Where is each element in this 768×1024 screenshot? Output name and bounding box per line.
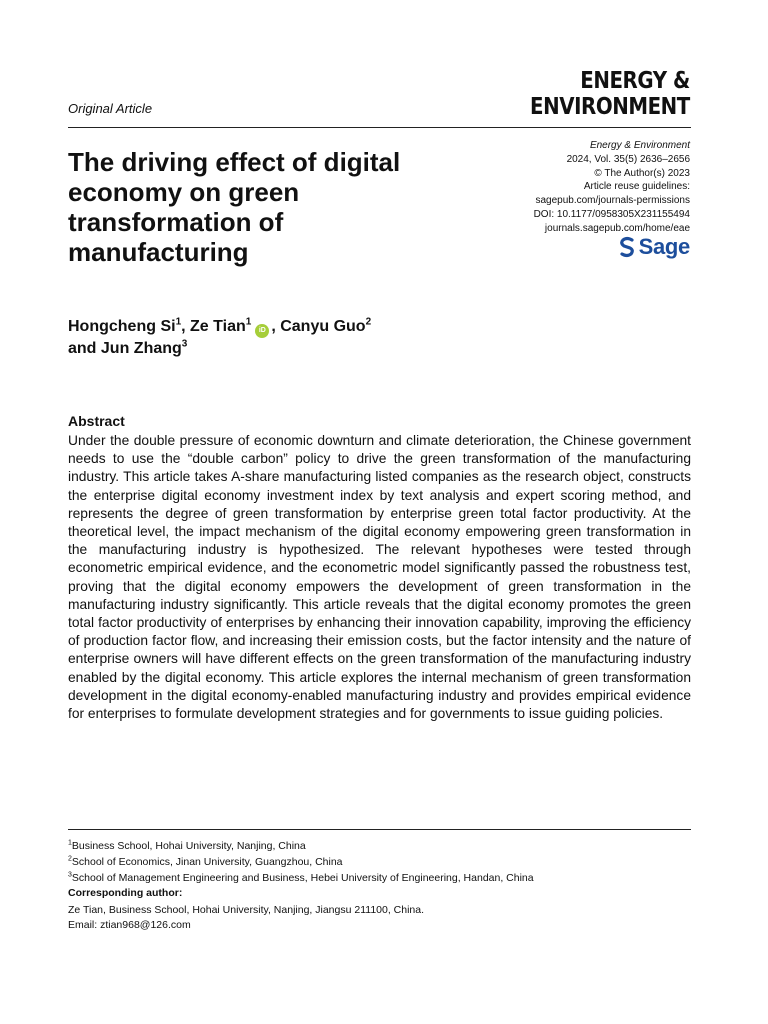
header-rule: [68, 127, 691, 128]
corresponding-email[interactable]: Email: ztian968@126.com: [68, 919, 191, 931]
affiliation-number: 2: [68, 855, 72, 863]
author-conjunction: and: [68, 340, 97, 357]
affiliation-item: [68, 870, 534, 886]
journal-name: Energy & Environment: [589, 140, 690, 151]
orcid-icon[interactable]: iD: [255, 324, 269, 338]
sage-s-icon: [619, 236, 635, 258]
author-list: [68, 316, 488, 360]
volume-pages: 2024, Vol. 35(5) 2636–2656: [566, 153, 690, 165]
affiliations: [68, 838, 534, 886]
affiliation-number: 3: [68, 871, 72, 879]
abstract-body: Under the double pressure of economic downturn and climate deterioration, the Chinese government needs to use the “double carbon” policy to drive the green transformation of the manufacturing industry. This article takes A-share manufacturing listed companies as the research object, constructs the enterprise digital economy investment index by text analysis and expert scoring method, and represents the degree of green transformation by enterprise green total factor productivity. At the theoretical level, the impact mechanism of the digital economy empowering green transformation in the manufacturing industry is hypothesized. The relevant hypotheses were tested through econometric empirical evidence, and the econometric model significantly passed the robustness test, proving that the digital economy empowers the development of green transformation in the manufacturing industry significantly. This article reveals that the digital economy promotes the green total factor productivity of enterprises by enhancing their innovation capability, improving the efficiency of production factor flow, and increasing their emission costs, but the factor intensity and the nature of enterprise owners will have different effects on the green transformation of the manufacturing industry enabled by the digital economy. This article explores the internal mechanism of green transformation development in the digital economy-enabled manufacturing industry and provides empirical evidence for enterprises to formulate development strategies and for governments to issue guiding policies.: [68, 433, 691, 722]
author-name[interactable]: Ze Tian: [190, 318, 246, 335]
author-name[interactable]: Jun Zhang: [100, 340, 182, 357]
author-affil-marker: 1: [245, 316, 252, 328]
journal-brand-line1: ENERGY &: [580, 68, 690, 94]
author-affil-marker: 2: [365, 316, 372, 328]
author-separator: ,: [271, 318, 276, 335]
corresponding-author-details: [68, 903, 424, 933]
sage-logo[interactable]: [619, 234, 690, 260]
reuse-label: Article reuse guidelines:: [583, 181, 690, 193]
doi[interactable]: DOI: 10.1177/0958305X231155494: [533, 208, 690, 220]
affiliation-item: [68, 854, 534, 870]
footer-rule: [68, 829, 691, 830]
author-affil-marker: 1: [175, 316, 182, 328]
corresponding-address: Ze Tian, Business School, Hohai University, Nanjing, Jiangsu 211100, China.: [68, 904, 425, 916]
abstract-heading: Abstract: [68, 413, 125, 429]
article-type-label: Original Article: [68, 101, 153, 116]
author-name[interactable]: Canyu Guo: [280, 318, 366, 335]
publication-meta: [534, 139, 690, 236]
corresponding-author-heading: Corresponding author:: [68, 887, 183, 899]
sage-logo-text: Sage: [638, 234, 690, 259]
permissions-link[interactable]: sagepub.com/journals-permissions: [535, 195, 690, 207]
author-affil-marker: 3: [181, 338, 188, 350]
author-name[interactable]: Hongcheng Si: [68, 318, 176, 335]
affiliation-text: School of Management Engineering and Business, Hebei University of Engineering, Handan, China: [71, 872, 534, 884]
article-title: The driving effect of digital economy on green transformation of manufacturing: [68, 147, 401, 267]
journal-brand-line2: ENVIRONMENT: [530, 94, 690, 120]
affiliation-text: School of Economics, Jinan University, Guangzhou, China: [71, 856, 343, 868]
copyright: © The Author(s) 2023: [594, 167, 690, 179]
affiliation-text: Business School, Hohai University, Nanjing, China: [71, 840, 306, 852]
affiliation-item: [68, 838, 534, 854]
affiliation-number: 1: [68, 839, 72, 847]
journal-brand: [530, 68, 690, 120]
journal-link[interactable]: journals.sagepub.com/home/eae: [544, 222, 690, 234]
author-separator: ,: [181, 318, 186, 335]
